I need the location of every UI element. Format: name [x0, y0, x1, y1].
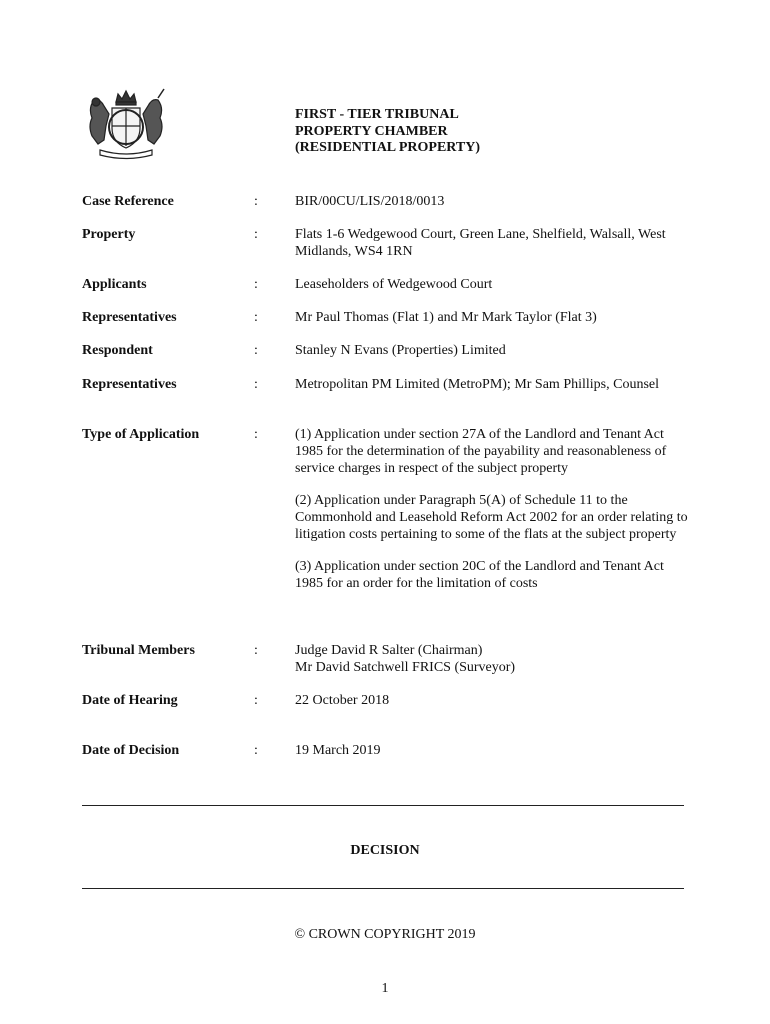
respondent-value: Stanley N Evans (Properties) Limited — [295, 343, 506, 358]
tribunal-members-value — [295, 642, 690, 676]
property-value: Flats 1-6 Wedgewood Court, Green Lane, Shelfield, Walsall, West Midlands, WS4 1RN — [295, 227, 666, 259]
date-of-hearing-label: Date of Hearing — [82, 693, 178, 708]
application-item-1: (1) Application under section 27A of the Landlord and Tenant Act 1985 for the determination of the payability and reasonableness of service charges in respect of the subject property — [295, 427, 667, 476]
copyright-notice: © CROWN COPYRIGHT 2019 — [294, 927, 476, 942]
header-line-2: PROPERTY CHAMBER — [295, 123, 448, 139]
date-of-decision-label: Date of Decision — [82, 743, 180, 758]
tribunal-member-2: Mr David Satchwell FRICS (Surveyor) — [295, 660, 516, 675]
header-line-1: FIRST - TIER TRIBUNAL — [295, 107, 459, 122]
divider-top — [82, 805, 684, 806]
decision-heading: DECISION — [350, 843, 420, 858]
respondent-representatives-label: Representatives — [82, 377, 177, 392]
date-of-hearing-colon: : — [254, 693, 258, 708]
respondent-representatives-value: Metropolitan PM Limited (MetroPM); Mr Sam Phillips, Counsel — [295, 377, 659, 392]
respondent-colon: : — [254, 343, 258, 358]
divider-bottom — [82, 888, 684, 889]
respondent-label: Respondent — [82, 343, 153, 358]
page-number: 1 — [381, 981, 389, 996]
date-of-decision-colon: : — [254, 743, 258, 758]
applicants-value: Leaseholders of Wedgewood Court — [295, 277, 493, 292]
type-of-application-value — [295, 426, 690, 592]
case-reference-value: BIR/00CU/LIS/2018/0013 — [295, 194, 445, 209]
applicants-colon: : — [254, 277, 258, 292]
applicant-representatives-colon: : — [254, 310, 258, 325]
tribunal-header — [295, 107, 480, 157]
applicants-label: Applicants — [82, 277, 147, 292]
type-of-application-label: Type of Application — [82, 427, 200, 442]
property-colon: : — [254, 227, 258, 242]
case-reference-label: Case Reference — [82, 194, 174, 209]
applicant-representatives-value: Mr Paul Thomas (Flat 1) and Mr Mark Taylor (Flat 3) — [295, 310, 597, 325]
case-reference-colon: : — [254, 194, 258, 209]
date-of-decision-value: 19 March 2019 — [295, 743, 381, 758]
respondent-representatives-colon: : — [254, 377, 258, 392]
date-of-hearing-value: 22 October 2018 — [295, 693, 390, 708]
application-item-3: (3) Application under section 20C of the Landlord and Tenant Act 1985 for an order for the limitation of costs — [295, 559, 664, 591]
application-item-2: (2) Application under Paragraph 5(A) of Schedule 11 to the Commonhold and Leasehold Reform Act 2002 for an order relating to litigation costs pertaining to some of the flats at the subject property — [295, 493, 688, 542]
header-line-3: (RESIDENTIAL PROPERTY) — [295, 140, 481, 155]
type-of-application-colon: : — [254, 427, 258, 442]
royal-coat-of-arms-icon — [82, 86, 170, 160]
tribunal-members-colon: : — [254, 643, 258, 658]
tribunal-member-1: Judge David R Salter (Chairman) — [295, 643, 483, 658]
applicant-representatives-label: Representatives — [82, 310, 177, 325]
tribunal-members-label: Tribunal Members — [82, 643, 195, 658]
property-label: Property — [82, 227, 136, 242]
